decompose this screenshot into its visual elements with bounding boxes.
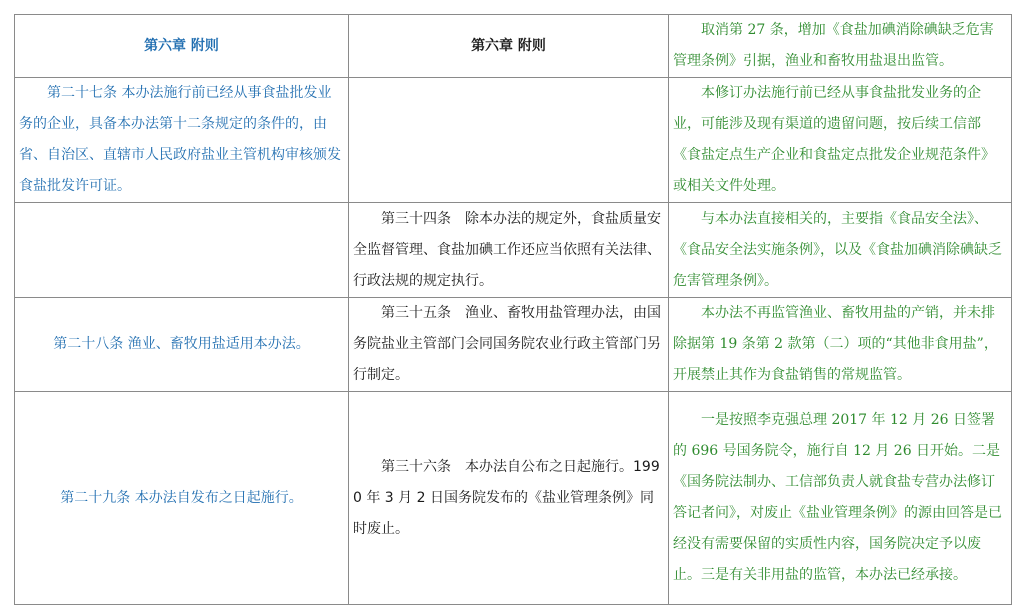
table-row: [15, 203, 1012, 298]
header-cell-note: 取消第 27 条，增加《食盐加碘消除碘缺乏危害管理条例》引据，渔业和畜牧用盐退出监管。: [669, 15, 1012, 78]
table-row: [15, 392, 1012, 605]
note-row-3: 本办法不再监管渔业、畜牧用盐的产销，并未排除据第 19 条第 2 款第（二）项的“其他非食用盐”，开展禁止其作为食盐销售的常规监管。: [669, 298, 1012, 392]
new-article-36: 第三十六条 本办法自公布之日起施行。1990 年 3 月 2 日国务院发布的《盐业管理条例》同时废止。: [349, 392, 669, 605]
new-article-34: 第三十四条 除本办法的规定外，食盐质量安全监督管理、食盐加碘工作还应当依照有关法律、行政法规的规定执行。: [349, 203, 669, 298]
note-row-1: 本修订办法施行前已经从事食盐批发业务的企业，可能涉及现有渠道的遗留问题，按后续工信部《食盐定点生产企业和食盐定点批发企业规范条件》或相关文件处理。: [669, 78, 1012, 203]
old-article-29: 第二十九条 本办法自发布之日起施行。: [15, 392, 349, 605]
note-row-2: 与本办法直接相关的，主要指《食品安全法》、《食品安全法实施条例》，以及《食盐加碘消除碘缺乏危害管理条例》。: [669, 203, 1012, 298]
new-article-35: 第三十五条 渔业、畜牧用盐管理办法，由国务院盐业主管部门会同国务院农业行政主管部门另行制定。: [349, 298, 669, 392]
old-article-28: 第二十八条 渔业、畜牧用盐适用本办法。: [15, 298, 349, 392]
old-article-empty: [15, 203, 349, 298]
old-article-27: 第二十七条 本办法施行前已经从事食盐批发业务的企业，具备本办法第十二条规定的条件的，由省、自治区、直辖市人民政府盐业主管机构审核颁发食盐批发许可证。: [15, 78, 349, 203]
header-cell-new-chapter: 第六章 附则: [349, 15, 669, 78]
note-row-4: 一是按照李克强总理 2017 年 12 月 26 日签署的 696 号国务院令，施行自 12 月 26 日开始。二是《国务院法制办、工信部负责人就食盐专营办法修订答记者问》，对废止《盐业管理条例》的源由回答是已经没有需要保留的实质性内容，国务院决定予以废止。三是有关非用盐的监管，本办法已经承接。: [669, 392, 1012, 605]
header-cell-old-chapter: 第六章 附则: [15, 15, 349, 78]
new-article-empty: [349, 78, 669, 203]
comparison-table: [14, 14, 1012, 605]
table-row: [15, 298, 1012, 392]
table-header-row: [15, 15, 1012, 78]
table-row: [15, 78, 1012, 203]
